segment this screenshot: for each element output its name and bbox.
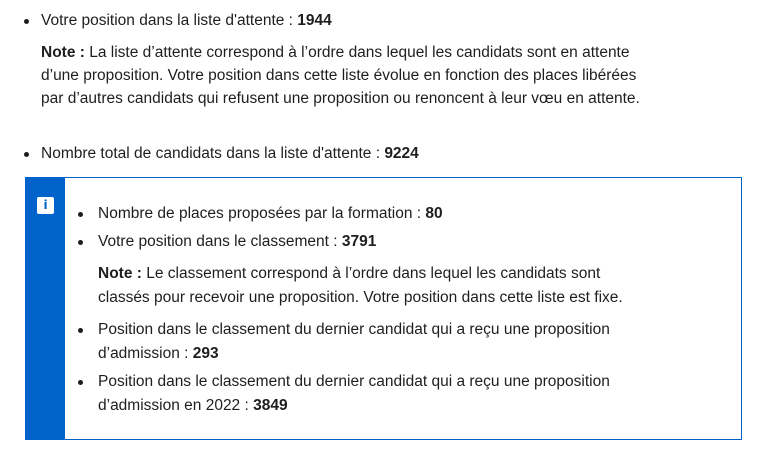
info-icon: i [37, 197, 54, 214]
last-candidate-2022-item [98, 370, 718, 418]
callout-accent-bar [26, 178, 65, 439]
waitlist-note-line2: d’une proposition. Votre position dans cette liste évolue en fonction des places libérées [41, 67, 637, 84]
places-item [98, 202, 718, 226]
ranking-value: 3791 [341, 233, 377, 250]
last-candidate-label: d’admission : [98, 345, 193, 362]
last-candidate-value: 293 [192, 345, 219, 362]
waitlist-position-label: Votre position dans la liste d'attente : [41, 12, 298, 29]
last-candidate-2022-label: d’admission en 2022 : [98, 397, 254, 414]
last-candidate-line1: Position dans le classement du dernier candidat qui a reçu une proposition [98, 321, 610, 338]
places-label: Nombre de places proposées par la formation : [98, 205, 426, 222]
last-candidate-2022-value: 3849 [253, 397, 288, 414]
ranking-note-label: Note : [98, 265, 147, 282]
waitlist-total-item [24, 143, 419, 165]
ranking-note-line2: classés pour recevoir une proposition. Votre position dans cette liste est fixe. [98, 289, 623, 306]
waitlist-note-line1: La liste d’attente correspond à l’ordre dans lequel les candidats sont en attente [89, 44, 630, 61]
waitlist-total-label: Nombre total de candidats dans la liste d'attente : [41, 145, 385, 162]
places-value: 80 [425, 205, 443, 222]
ranking-item [98, 230, 718, 254]
last-candidate-2022-line1: Position dans le classement du dernier candidat qui a reçu une proposition [98, 373, 610, 390]
ranking-note-line1: Le classement correspond à l’ordre dans lequel les candidats sont [146, 265, 601, 282]
waitlist-position-value: 1944 [297, 12, 332, 29]
ranking-note [98, 262, 718, 310]
waitlist-note [41, 41, 640, 110]
waitlist-note-label: Note : [41, 44, 90, 61]
last-candidate-item [98, 318, 718, 366]
waitlist-position-item [24, 10, 332, 32]
ranking-label: Votre position dans le classement : [98, 233, 342, 250]
waitlist-note-line3: par d’autres candidats qui refusent une proposition ou renoncent à leur vœu en attente. [41, 90, 640, 107]
waitlist-total-value: 9224 [384, 145, 419, 162]
info-callout [25, 177, 742, 440]
